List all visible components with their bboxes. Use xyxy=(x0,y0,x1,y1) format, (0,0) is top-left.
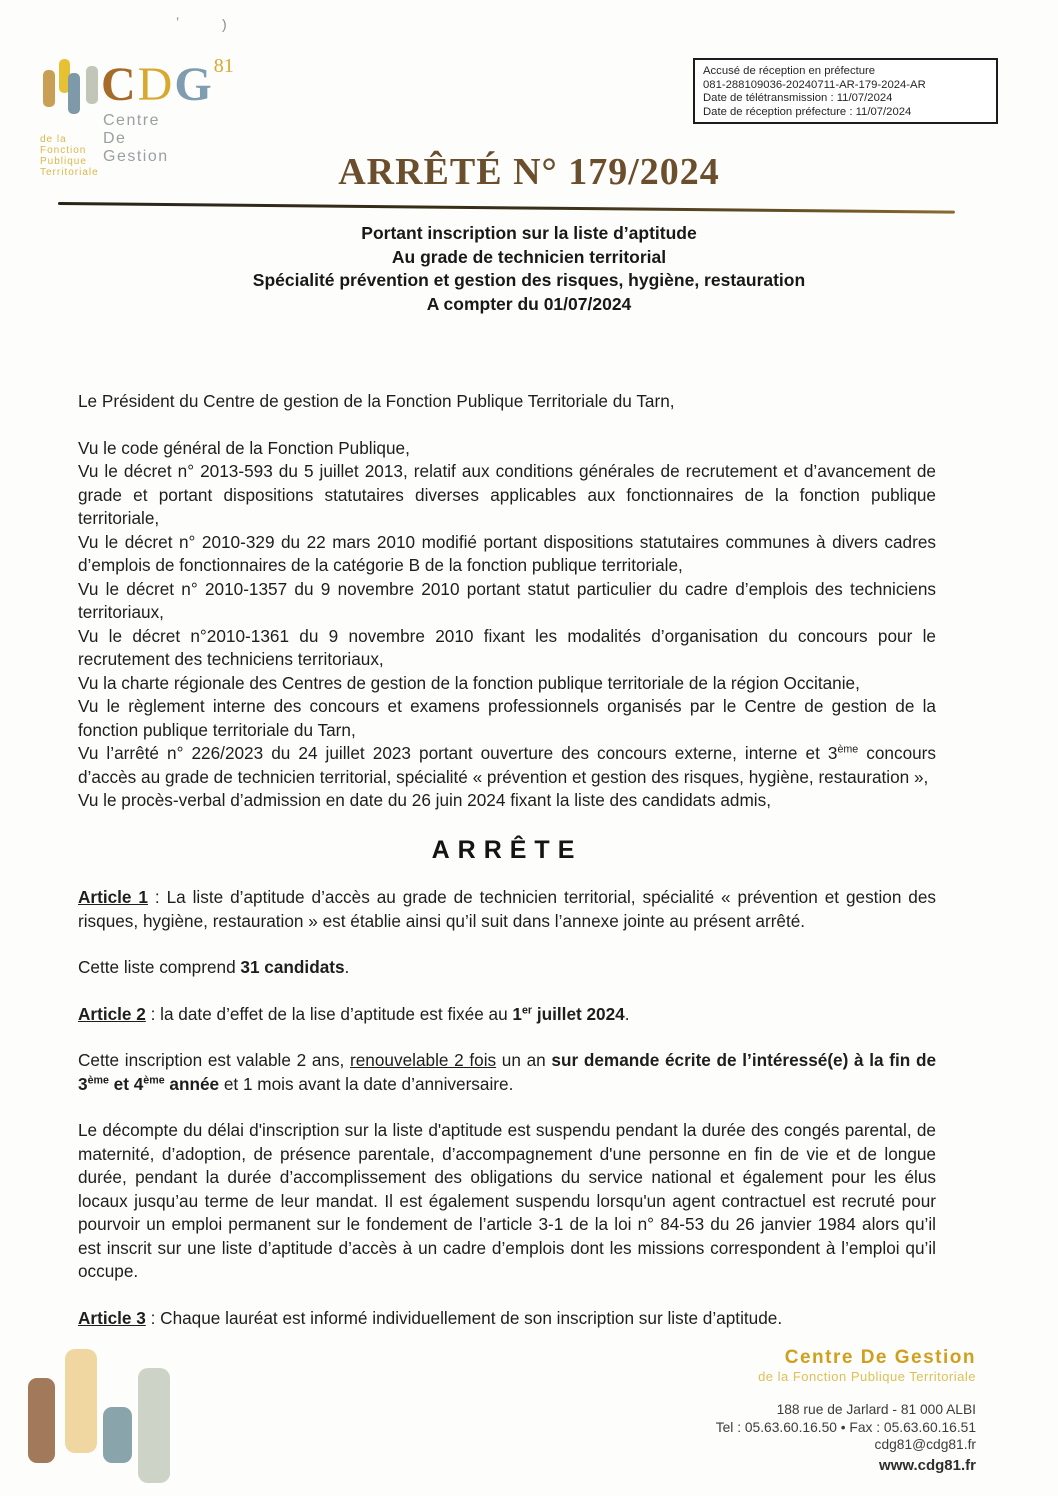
footer-logo-bar-icon xyxy=(138,1368,170,1483)
footer-org-name: Centre De Gestion xyxy=(784,1347,976,1368)
inscription-validity-line: Cette inscription est valable 2 ans, renouvelable 2 fois un an sur demande écrite de l’intéressé(e) à la fin de 3ème et 4ème année et 1 mois avant la date d’anniversaire. xyxy=(78,1050,937,1094)
logo-org-tagline: de la Fonction Publique Territoriale xyxy=(40,134,99,178)
scan-artifact: ’ xyxy=(176,14,180,30)
liste-count-line: Cette liste comprend 31 candidats. xyxy=(78,957,350,977)
recital: Vu le décret n° 2013-593 du 5 juillet 2013, relatif aux conditions générales de recrutement et d’avancement de grade et portant dispositions statutaires diverses applicables aux fonctionnaires de la fonction publique territoriale, xyxy=(78,461,936,528)
footer-address: 188 rue de Jarlard - 81 000 ALBI xyxy=(776,1402,976,1417)
recital: Vu le code général de la Fonction Publique, xyxy=(78,437,410,458)
footer-org-tagline: de la Fonction Publique Territoriale xyxy=(758,1369,976,1384)
article-1: Article 1 : La liste d’aptitude d’accès au grade de technicien territorial, spécialité « prévention et gestion des risques, hygiène, restauration » est établie ainsi qu’il suit dans l’annexe jointe au présent arrêté. xyxy=(78,887,937,931)
prefecture-stamp xyxy=(693,58,998,124)
arrete-heading: ARRÊTE xyxy=(431,835,583,864)
logo-wordmark xyxy=(101,56,234,109)
stamp-line: 081-288109036-20240711-AR-179-2024-AR xyxy=(703,78,926,91)
footer-logo-bar-icon xyxy=(103,1407,132,1463)
recital: Vu la charte régionale des Centres de gestion de la fonction publique territoriale de la région Occitanie, xyxy=(78,672,860,693)
subtitle-line: Au grade de technicien territorial xyxy=(391,246,667,267)
stamp-line: Date de réception préfecture : 11/07/2024 xyxy=(703,105,912,118)
president-line: Le Président du Centre de gestion de la Fonction Publique Territoriale du Tarn, xyxy=(78,391,675,411)
footer-logo-bar-icon xyxy=(65,1349,97,1453)
subtitle-line: Spécialité prévention et gestion des risques, hygiène, restauration xyxy=(252,270,806,290)
logo-superscript-81: 81 xyxy=(213,55,234,77)
document-subtitle xyxy=(0,222,1058,316)
footer-contact-block xyxy=(716,1347,976,1475)
subtitle-line: Portant inscription sur la liste d’aptitude xyxy=(361,223,697,243)
document-title: ARRÊTÉ N° 179/2024 xyxy=(338,151,720,193)
decompte-paragraph: Le décompte du délai d'inscription sur la liste d'aptitude est suspendu pendant la durée des congés parental, de maternité, d’adoption, de présence parentale, d’accompagnement d'une personne en fin de vie et de longue durée, pendant la durée d’accomplissement des obligations du service national et également pour les élus locaux jusqu’au terme de leur mandat. Il est également suspendu lorsqu'un agent contractuel est recruté pour pourvoir un emploi permanent sur le fondement de l’article 3-1 de la loi n° 84-53 du 26 janvier 1984 alors qu’il est inscrit sur une liste d’aptitude d’accès à un cadre d’emplois dont les missions correspondent à l’emploi qu’il occupe. xyxy=(78,1120,936,1281)
scan-artifact: ) xyxy=(222,16,227,32)
logo-letter-d: D xyxy=(137,58,175,111)
stamp-line: Accusé de réception en préfecture xyxy=(703,65,876,77)
footer-email: cdg81@cdg81.fr xyxy=(874,1437,976,1452)
stamp-line: Date de télétransmission : 11/07/2024 xyxy=(703,92,893,104)
footer-logo-bar-icon xyxy=(28,1378,55,1463)
logo-org-name: Centre De Gestion xyxy=(103,112,169,165)
footer-website: www.cdg81.fr xyxy=(879,1456,976,1474)
recital: Vu le décret n° 2010-1357 du 9 novembre 2010 portant statut particulier du cadre d’emplois des techniciens territoriaux, xyxy=(78,578,936,622)
recital: Vu le procès-verbal d’admission en date du 26 juin 2024 fixant la liste des candidats admis, xyxy=(78,790,771,810)
document-body xyxy=(78,390,936,1330)
recital: Vu le décret n°2010-1361 du 9 novembre 2010 fixant les modalités d’organisation du concours pour le recrutement des techniciens territoriaux, xyxy=(78,625,936,669)
recital: Vu l’arrêté n° 226/2023 du 24 juillet 2023 portant ouverture des concours externe, interne et 3ème concours d’accès au grade de technicien territorial, spécialité « prévention et gestion des risques, hygiène, restauration », xyxy=(78,743,937,787)
title-divider xyxy=(58,202,955,214)
footer-tel-fax: Tel : 05.63.60.16.50 • Fax : 05.63.60.16.51 xyxy=(715,1419,976,1435)
logo-bar-icon xyxy=(68,73,80,114)
logo-letter-g: G xyxy=(174,58,214,111)
logo-letter-c: C xyxy=(101,58,138,111)
logo-bar-icon xyxy=(43,70,55,107)
article-2: Article 2 : la date d’effet de la lise d’aptitude est fixée au 1er juillet 2024. xyxy=(78,1003,630,1024)
recital: Vu le décret n° 2010-329 du 22 mars 2010 modifié portant dispositions statutaires communes à divers cadres d’emplois de fonctionnaires de la catégorie B de la fonction publique territoriale, xyxy=(78,531,936,575)
recital: Vu le règlement interne des concours et examens professionnels organisés par le Centre de gestion de la fonction publique territoriale du Tarn, xyxy=(78,696,936,740)
article-3: Article 3 : Chaque lauréat est informé individuellement de son inscription sur liste d’aptitude. xyxy=(78,1307,783,1328)
subtitle-line: A compter du 01/07/2024 xyxy=(426,293,632,314)
logo-bar-icon xyxy=(86,66,98,104)
